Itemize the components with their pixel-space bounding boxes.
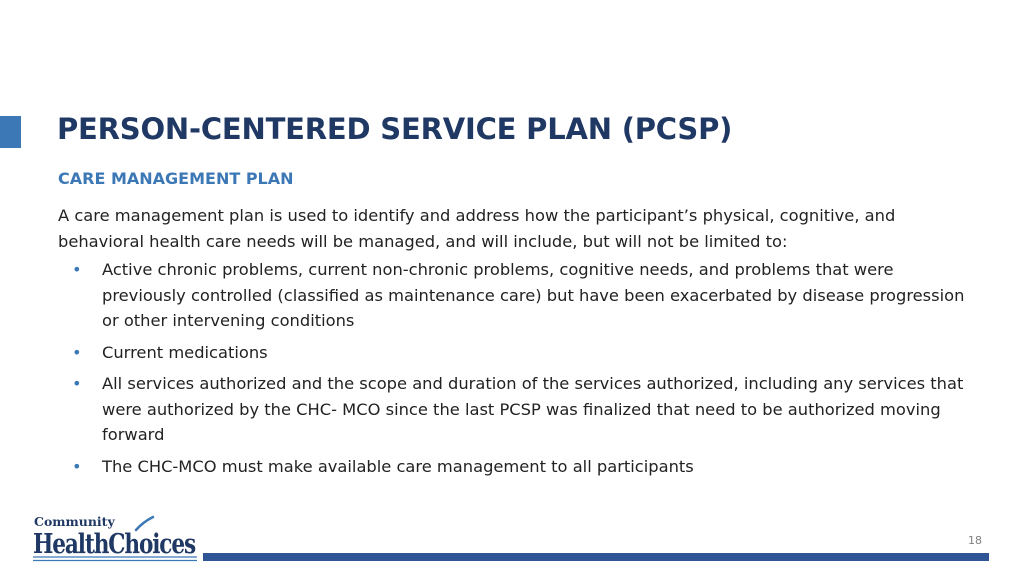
logo-community-text: Community xyxy=(34,514,115,529)
bullet-text: All services authorized and the scope and duration of the services authorized, including any services that were authorized by the CHC- MCO since the last PCSP was finalized that need to be authorized moving forward xyxy=(102,374,964,444)
intro-paragraph: A care management plan is used to identify and address how the participant’s physical, cognitive, and behavioral health care needs will be managed, and will include, but will not be limited to: xyxy=(58,206,896,251)
bullet-text: Current medications xyxy=(102,342,268,362)
bullet-list xyxy=(58,257,968,479)
bullet-dot-icon: • xyxy=(72,342,82,362)
bullet-item xyxy=(72,340,968,366)
community-health-choices-logo xyxy=(33,514,217,564)
page-number: 18 xyxy=(968,534,982,547)
slide-body xyxy=(58,203,968,485)
title-accent-block xyxy=(0,116,21,148)
bullet-dot-icon: • xyxy=(72,456,82,476)
logo-health-text: Health xyxy=(33,529,128,560)
logo-health-choices-text xyxy=(33,529,217,560)
bullet-item xyxy=(72,454,968,480)
bullet-item xyxy=(72,371,968,448)
logo-choices-text: Choices xyxy=(108,529,217,560)
slide-subtitle: CARE MANAGEMENT PLAN xyxy=(58,169,294,188)
bullet-dot-icon: • xyxy=(72,374,82,393)
bullet-item xyxy=(72,257,968,334)
bullet-dot-icon: • xyxy=(72,260,82,279)
slide-title: PERSON-CENTERED SERVICE PLAN (PCSP) xyxy=(57,112,733,146)
footer-bar xyxy=(203,553,989,561)
bullet-text: The CHC-MCO must make available care management to all participants xyxy=(102,456,694,476)
bullet-text: Active chronic problems, current non-chronic problems, cognitive needs, and problems that were previously controlled (classified as maintenance care) but have been exacerbated by disease progression or other intervening conditions xyxy=(102,260,965,330)
